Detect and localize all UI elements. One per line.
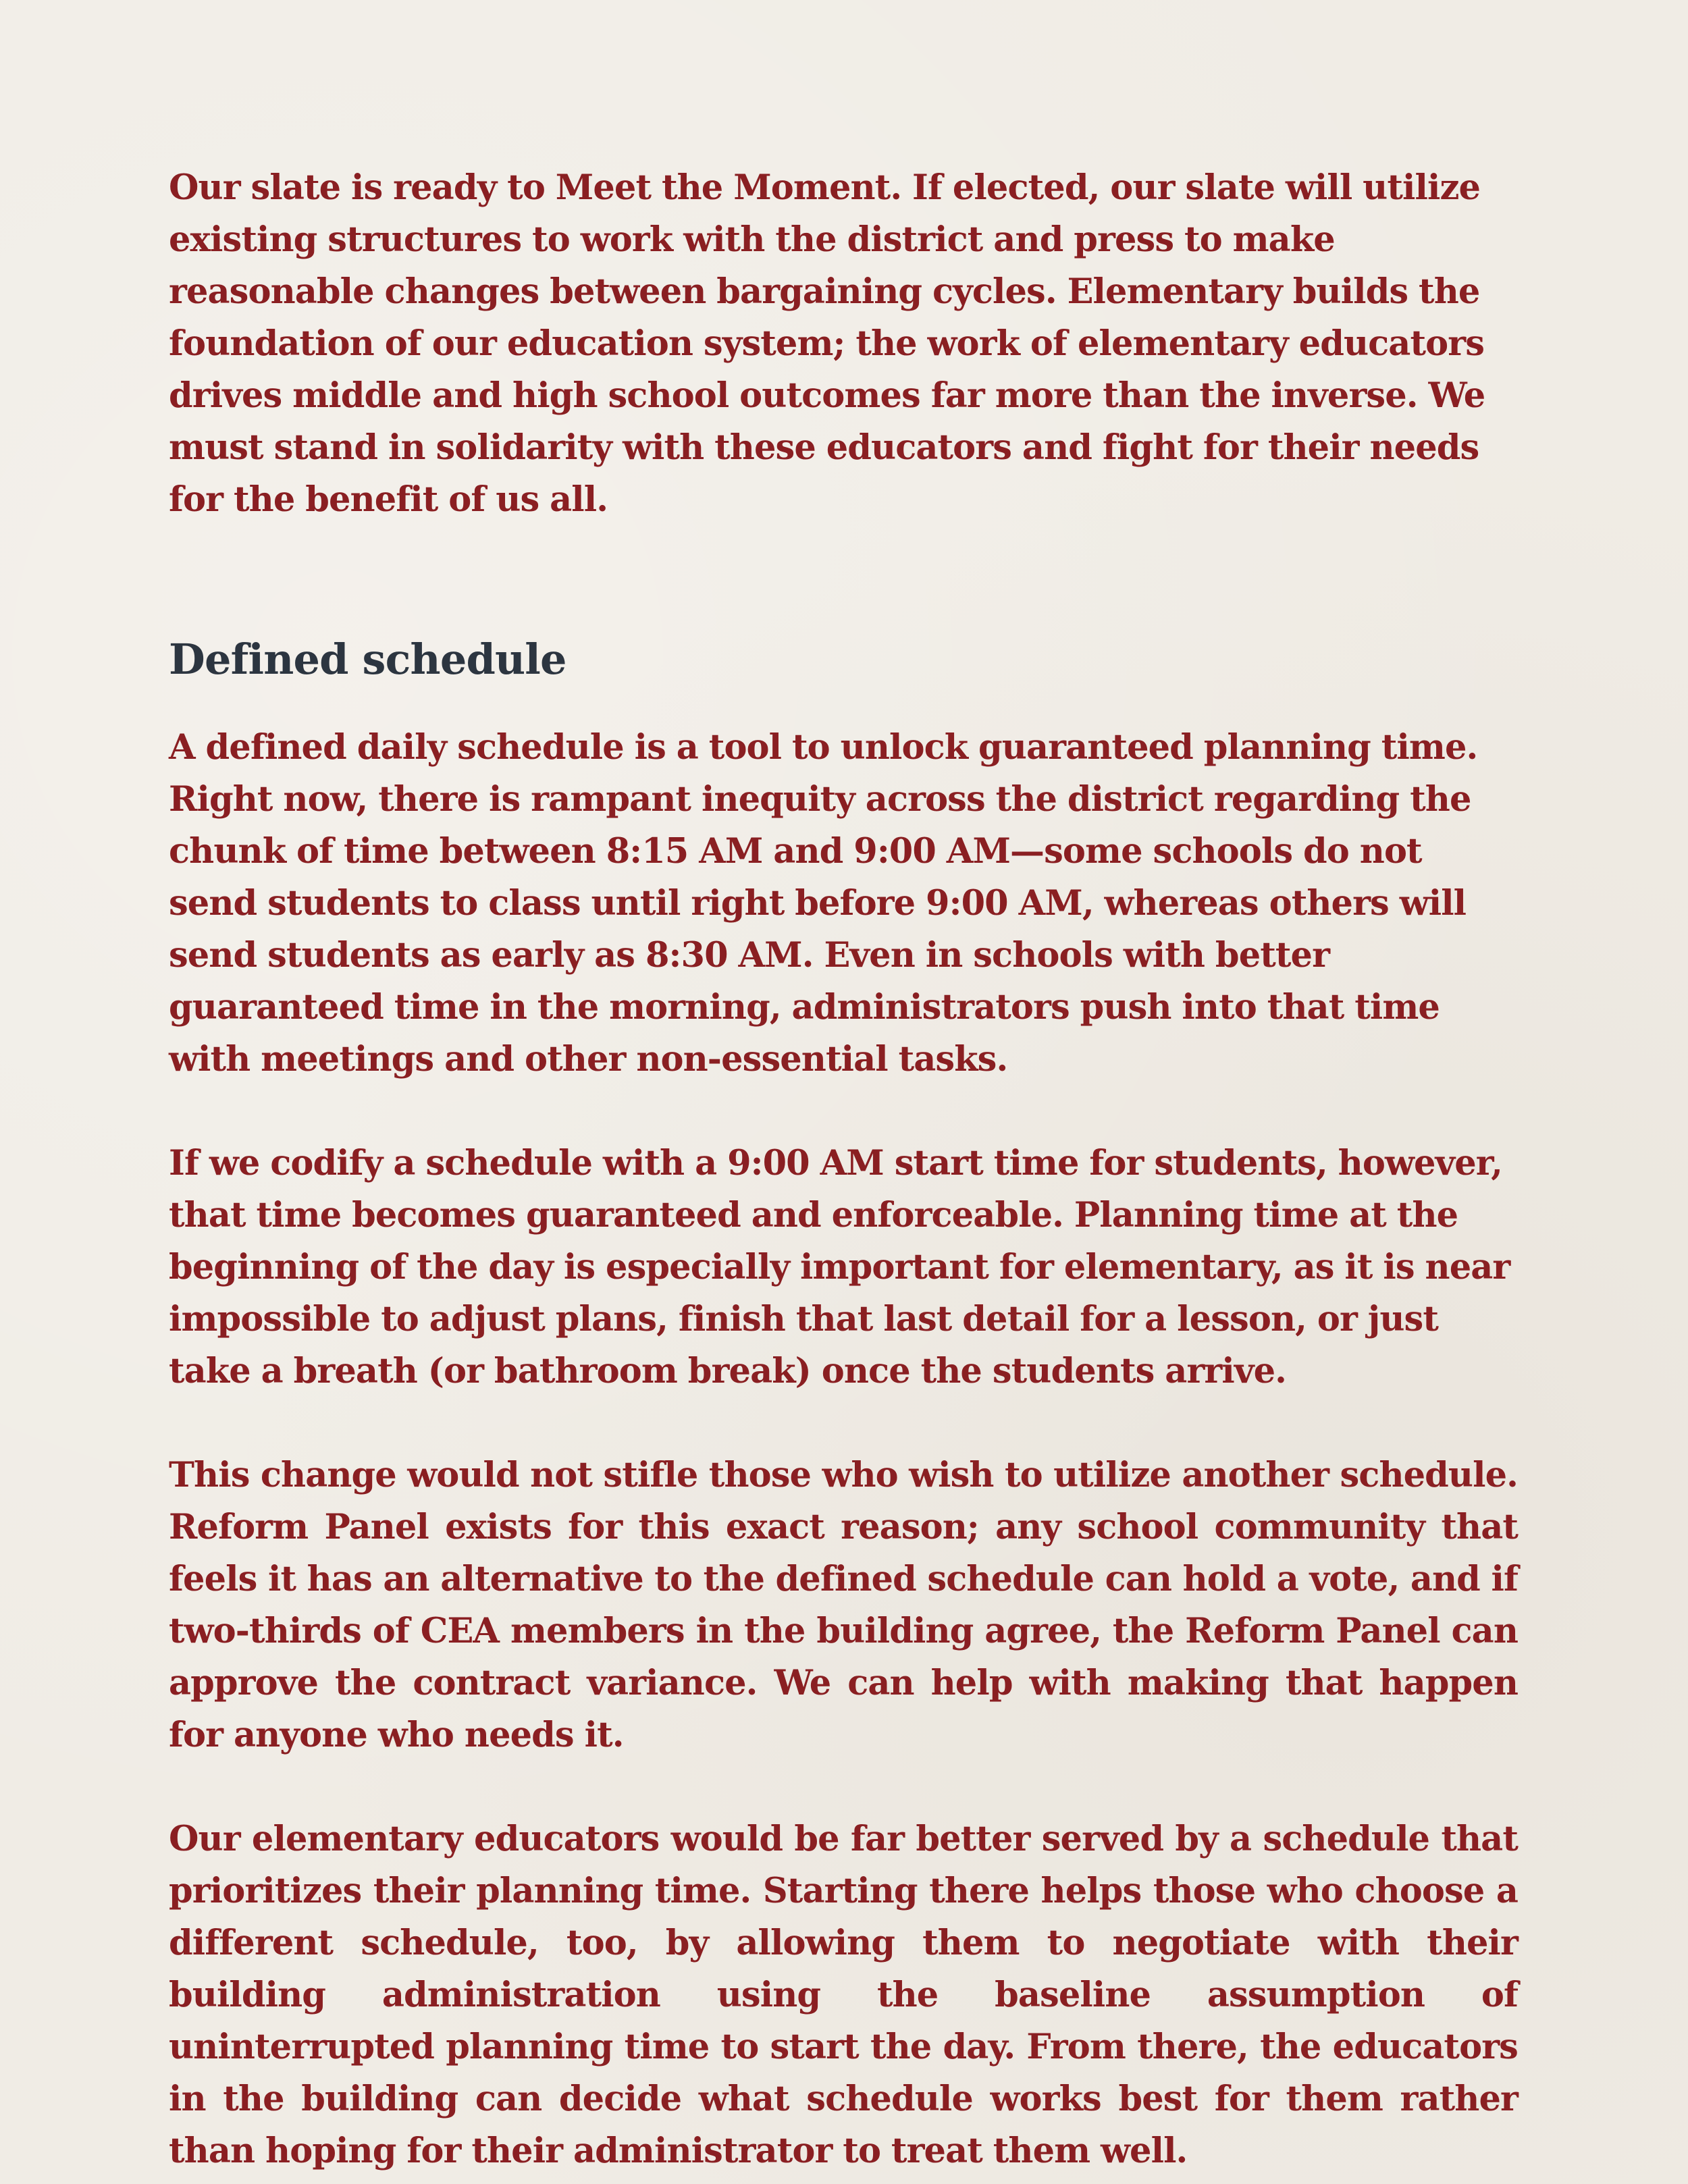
body-paragraph: This change would not stifle those who wish to utilize another schedule. Reform Panel exists for this exact reason; any school community that feels it has an alternative to the defined schedule can hold a vote, and if two-thirds of CEA members in the building agree, the Reform Panel can approve the contract variance. We can help with making that happen for anyone who needs it. <box>169 1455 1518 1755</box>
intro-paragraph: Our slate is ready to Meet the Moment. If elected, our slate will utilize existing structures to work with the district and press to make reasonable changes between bargaining cycles. Elementary builds the foundation of our education system; the work of elementary educators drives middle and high school outcomes far more than the inverse. We must stand in solidarity with these educators and fight for their needs for the benefit of us all. <box>169 167 1485 520</box>
body-paragraph: If we codify a schedule with a 9:00 AM start time for students, however, that time becomes guaranteed and enforceable. Planning time at the beginning of the day is especially important for elementary, as it is near impossible to adjust plans, finish that last detail for a lesson, or just take a breath (or bathroom break) once the students arrive. <box>169 1143 1510 1391</box>
body-paragraph: A defined daily schedule is a tool to unlock guaranteed planning time. Right now, there is rampant inequity across the district regarding the chunk of time between 8:15 AM and 9:00 AM—some schools do not send students to class until right before 9:00 AM, whereas others will send students as early as 8:30 AM. Even in schools with better guaranteed time in the morning, administrators push into that time with meetings and other non-essential tasks. <box>169 727 1478 1080</box>
body-paragraph: Our elementary educators would be far better served by a schedule that prioritizes their planning time. Starting there helps those who choose a different schedule, too, by allowing them to negotiate with their building administration using the baseline assumption of uninterrupted planning time to start the day. From there, the educators in the building can decide what schedule works best for them rather than hoping for their administrator to treat them well. <box>169 1819 1518 2171</box>
section-heading: Defined schedule <box>169 635 566 684</box>
document-content <box>169 162 1518 2177</box>
